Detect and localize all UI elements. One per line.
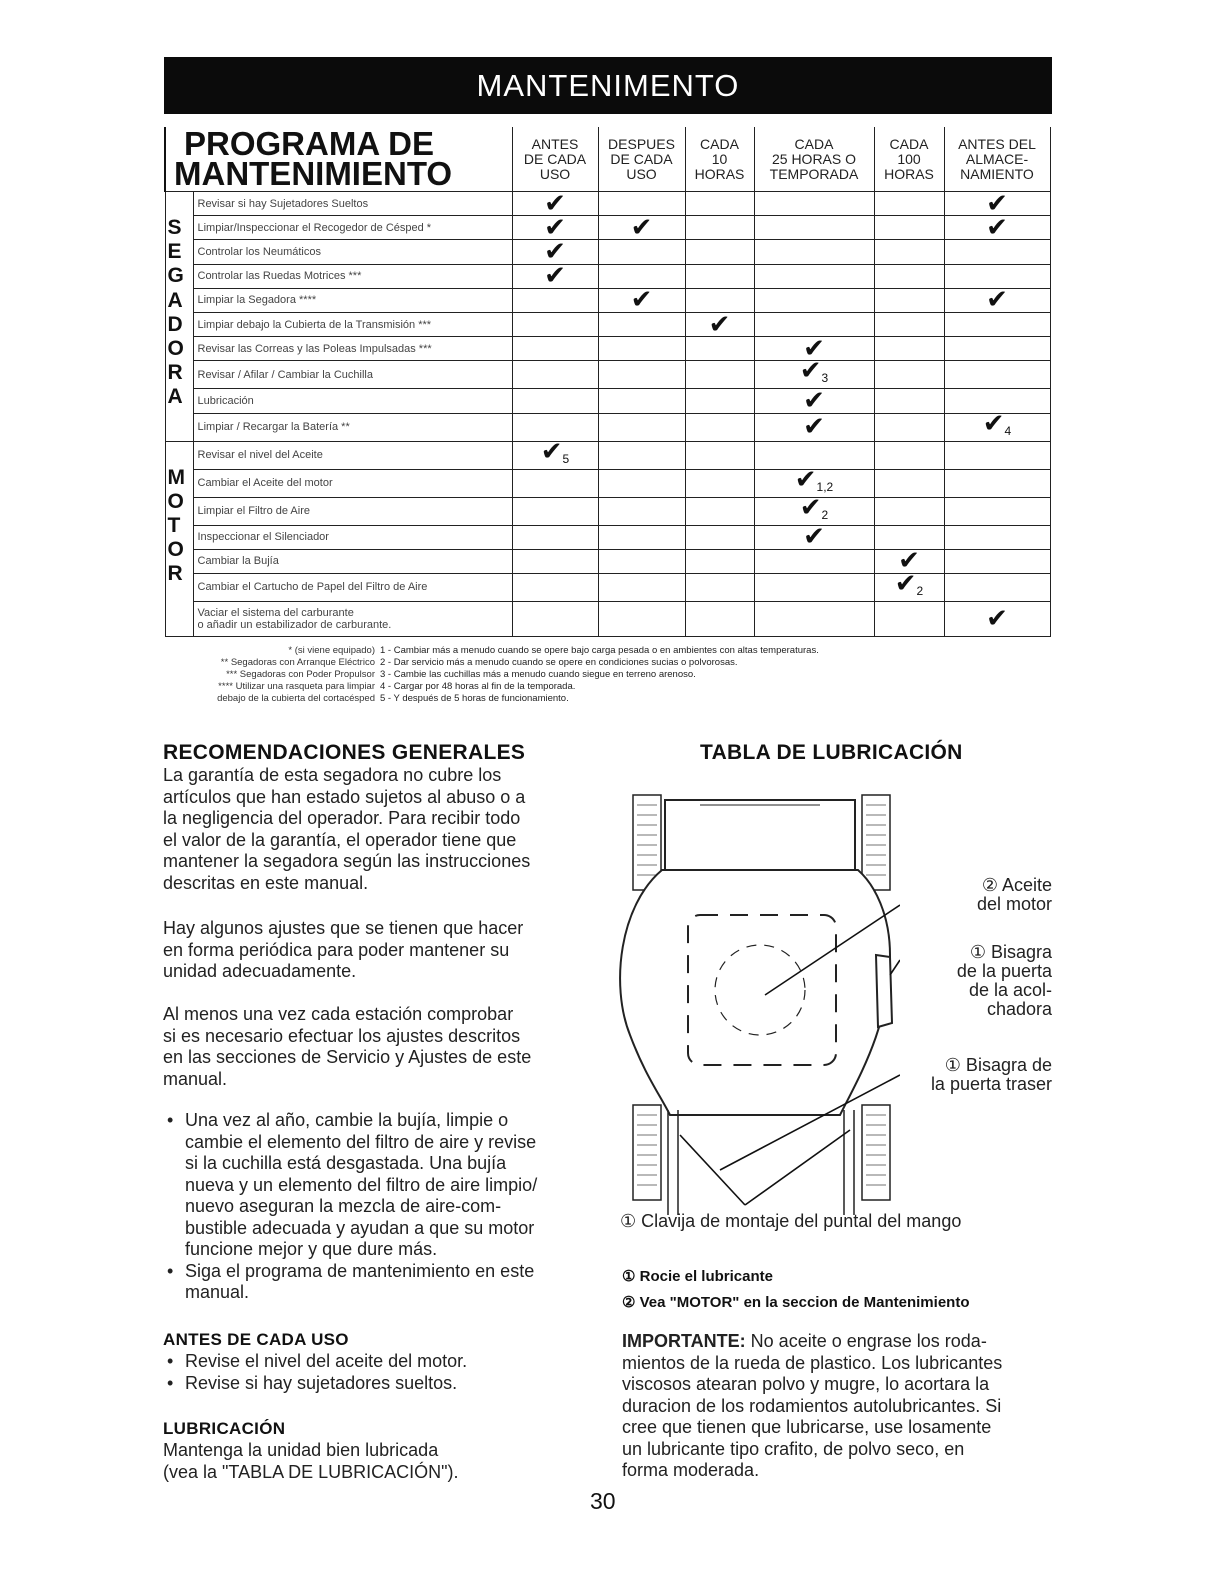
- bullet-item: • Revise si hay sujetadores sueltos.: [163, 1373, 467, 1395]
- check-cell: [874, 192, 944, 216]
- check-cell: [598, 549, 685, 573]
- check-cell: [598, 573, 685, 601]
- footnote-right: 2 - Dar servicio más a menudo cuando se opere en condiciones sucias o polvorosas.: [380, 657, 738, 668]
- task-label: Vaciar el sistema del carburante o añadir un estabilizador de carburante.: [193, 601, 512, 636]
- schedule-title-line2: MANTENIMIENTO: [174, 155, 453, 192]
- motor-side-label: M O T O R: [165, 441, 193, 636]
- page-banner: MANTENIMENTO: [164, 57, 1052, 114]
- schedule-row: [165, 573, 1050, 601]
- recomendaciones-p3: Al menos una vez cada estación comprobar si es necesario efectuar los ajustes descritos en las secciones de Servicio y Ajustes de este manual.: [163, 1004, 532, 1089]
- footnote-left: *** Segadoras con Poder Propulsor: [226, 669, 375, 680]
- check-cell: [944, 549, 1050, 573]
- task-label: Limpiar/Inspeccionar el Recogedor de Césped *: [193, 216, 512, 240]
- check-cell: [944, 408, 1050, 441]
- check-cell: [512, 497, 598, 525]
- check-cell: [944, 469, 1050, 497]
- task-label: Revisar si hay Sujetadores Sueltos: [193, 192, 512, 216]
- check-cell: [685, 309, 754, 340]
- schedule-row: [165, 312, 1050, 336]
- check-cell: [685, 601, 754, 636]
- check-cell: [944, 525, 1050, 549]
- column-header: CADA 25 HORAS O TEMPORADA: [754, 127, 874, 192]
- check-cell: [754, 216, 874, 240]
- importante-label: IMPORTANTE:: [622, 1331, 746, 1351]
- check-cell: [598, 601, 685, 636]
- handle-strut-left: [668, 1110, 678, 1215]
- check-cell: [754, 413, 874, 441]
- check-cell: [598, 441, 685, 469]
- check-cell: [512, 436, 598, 469]
- check-cell: [874, 312, 944, 336]
- check-cell: [944, 212, 1050, 243]
- check-cell: [598, 361, 685, 389]
- antes-uso-list: [163, 1351, 467, 1394]
- check-icon: ✔: [799, 492, 822, 523]
- check-cell: [598, 469, 685, 497]
- schedule-title-line1: PROGRAMA DE: [184, 125, 434, 162]
- check-note-ref: 4: [1004, 423, 1012, 438]
- front-wheel-left: [633, 1105, 661, 1200]
- tabla-heading: TABLA DE LUBRICACIÓN: [700, 741, 963, 764]
- task-label: Inspeccionar el Silenciador: [193, 525, 512, 549]
- check-icon: ✔: [544, 261, 566, 292]
- check-icon: ✔: [803, 385, 825, 416]
- handle-strut-right: [844, 1110, 854, 1215]
- footnote-left: **** Utilizar una rasqueta para limpiar: [218, 681, 375, 692]
- check-cell: [944, 337, 1050, 361]
- check-icon: ✔: [630, 212, 653, 243]
- legend-motor: ② Vea "MOTOR" en la seccion de Mantenimiento: [622, 1294, 970, 1311]
- schedule-title: [165, 127, 512, 192]
- check-cell: [685, 573, 754, 601]
- check-cell: [874, 469, 944, 497]
- check-icon: ✔: [544, 188, 566, 219]
- schedule-row: [165, 549, 1050, 573]
- check-cell: [874, 497, 944, 525]
- label-aceite-motor: ② Aceite del motor: [976, 875, 1052, 914]
- check-cell: [512, 601, 598, 636]
- check-cell: [685, 240, 754, 264]
- task-label: Limpiar la Segadora ****: [193, 288, 512, 312]
- task-label: Limpiar el Filtro de Aire: [193, 497, 512, 525]
- check-icon: ✔: [982, 408, 1005, 439]
- check-cell: [874, 601, 944, 636]
- schedule-row: [165, 288, 1050, 312]
- check-cell: [944, 312, 1050, 336]
- schedule-row: [165, 361, 1050, 389]
- check-cell: [685, 361, 754, 389]
- check-cell: [874, 288, 944, 312]
- task-label: Revisar / Afilar / Cambiar la Cuchilla: [193, 361, 512, 389]
- check-cell: [685, 337, 754, 361]
- grass-bag: [665, 800, 855, 870]
- check-cell: [512, 337, 598, 361]
- task-label: Controlar las Ruedas Motrices ***: [193, 264, 512, 288]
- rear-wheel-right: [862, 795, 890, 890]
- footnote-right: 3 - Cambie las cuchillas más a menudo cuando siegue en terreno arenoso.: [380, 669, 696, 680]
- page-number: 30: [590, 1488, 616, 1514]
- check-cell: [512, 312, 598, 336]
- label-bisagra-trasera: ① Bisagra de la puerta traser: [930, 1055, 1052, 1094]
- schedule-row: [165, 240, 1050, 264]
- check-cell: [512, 389, 598, 413]
- schedule-row: [165, 389, 1050, 413]
- column-header: ANTES DE CADA USO: [512, 127, 598, 192]
- check-cell: [685, 413, 754, 441]
- task-label: Limpiar / Recargar la Batería **: [193, 413, 512, 441]
- check-cell: [685, 192, 754, 216]
- check-cell: [598, 285, 685, 316]
- schedule-row: [165, 497, 1050, 525]
- discharge-door: [876, 955, 892, 1027]
- schedule-row: [165, 192, 1050, 216]
- check-cell: [685, 264, 754, 288]
- footnote-right: 1 - Cambiar más a menudo cuando se opere bajo carga pesada o en ambientes con altas temperaturas.: [380, 645, 819, 656]
- check-note-ref: 3: [821, 371, 829, 386]
- check-icon: ✔: [986, 603, 1008, 634]
- label-clavija: ① Clavija de montaje del puntal del mango: [620, 1211, 962, 1231]
- check-cell: [944, 441, 1050, 469]
- check-cell: [874, 216, 944, 240]
- check-icon: ✔: [803, 522, 825, 553]
- bullet-item: • Siga el programa de mantenimiento en este manual.: [163, 1261, 583, 1304]
- task-label: Controlar los Neumáticos: [193, 240, 512, 264]
- check-cell: [512, 549, 598, 573]
- check-cell: [874, 361, 944, 389]
- check-cell: [874, 389, 944, 413]
- check-icon: ✔: [544, 212, 566, 243]
- check-cell: [512, 469, 598, 497]
- check-cell: [754, 385, 874, 416]
- check-cell: [598, 312, 685, 336]
- check-icon: ✔: [630, 285, 653, 316]
- check-cell: [754, 522, 874, 553]
- column-header: DESPUES DE CADA USO: [598, 127, 685, 192]
- check-icon: ✔: [898, 546, 920, 577]
- check-cell: [512, 261, 598, 292]
- check-icon: ✔: [986, 285, 1008, 316]
- column-header: CADA 10 HORAS: [685, 127, 754, 192]
- check-cell: [754, 240, 874, 264]
- task-label: Revisar el nivel del Aceite: [193, 441, 512, 469]
- schedule-row: [165, 469, 1050, 497]
- check-cell: [598, 497, 685, 525]
- segadora-side-label: S E G A D O R A: [165, 192, 193, 442]
- column-header: ANTES DEL ALMACE- NAMIENTO: [944, 127, 1050, 192]
- footnote-left: ** Segadoras con Arranque Eléctrico: [220, 657, 375, 668]
- mower-deck: [620, 870, 890, 1115]
- lubricacion-text: Mantenga la unidad bien lubricada (vea la "TABLA DE LUBRICACIÓN").: [163, 1440, 459, 1482]
- check-cell: [874, 413, 944, 441]
- task-label: Limpiar debajo la Cubierta de la Transmisión ***: [193, 312, 512, 336]
- check-cell: [598, 413, 685, 441]
- check-cell: [754, 356, 874, 389]
- check-cell: [944, 285, 1050, 316]
- schedule-row: [165, 441, 1050, 469]
- task-label: Lubricación: [193, 389, 512, 413]
- recomendaciones-bullets: [163, 1110, 583, 1304]
- check-cell: [685, 389, 754, 413]
- check-note-ref: 2: [821, 507, 829, 522]
- maintenance-schedule-table: [164, 127, 1051, 637]
- check-cell: [685, 441, 754, 469]
- check-icon: ✔: [708, 309, 731, 340]
- check-cell: [944, 240, 1050, 264]
- task-label: Cambiar la Bujía: [193, 549, 512, 573]
- check-note-ref: 2: [916, 583, 924, 598]
- check-note-ref: 5: [562, 451, 570, 466]
- check-cell: [685, 216, 754, 240]
- front-wheel-right: [862, 1105, 890, 1200]
- check-cell: [874, 240, 944, 264]
- check-cell: [754, 601, 874, 636]
- check-cell: [944, 601, 1050, 636]
- check-cell: [598, 212, 685, 243]
- task-label: Revisar las Correas y las Poleas Impulsadas ***: [193, 337, 512, 361]
- check-cell: [754, 192, 874, 216]
- lubricacion-heading: LUBRICACIÓN: [163, 1419, 286, 1438]
- footnote-right: 4 - Cargar por 48 horas al fin de la temporada.: [380, 681, 576, 692]
- footnote-right: 5 - Y después de 5 horas de funcionamiento.: [380, 693, 569, 704]
- antes-uso-heading: ANTES DE CADA USO: [163, 1330, 349, 1349]
- check-cell: [512, 573, 598, 601]
- check-cell: [874, 264, 944, 288]
- check-cell: [685, 525, 754, 549]
- footnote-left: * (si viene equipado): [288, 645, 375, 656]
- footnote-left: debajo de la cubierta del cortacésped: [217, 693, 375, 704]
- check-cell: [874, 568, 944, 601]
- lubrication-diagram: [600, 775, 900, 1215]
- check-icon: ✔: [544, 236, 566, 267]
- check-cell: [598, 525, 685, 549]
- bullet-item: • Revise el nivel del aceite del motor.: [163, 1351, 467, 1373]
- check-cell: [944, 497, 1050, 525]
- check-icon: ✔: [986, 188, 1008, 219]
- check-cell: [944, 573, 1050, 601]
- check-cell: [598, 337, 685, 361]
- check-cell: [512, 525, 598, 549]
- column-header: CADA 100 HORAS: [874, 127, 944, 192]
- bullet-item: • Una vez al año, cambie la bujía, limpie o cambie el elemento del filtro de aire y revise si la cuchilla está desgastada. Una bujía nueva y un elemento del filtro de aire limpio/ nuevo aseguran la mezcla de aire-com- bustible adecuada y ayudan a que su motor funcione mejor y que dure más.: [163, 1110, 583, 1261]
- schedule-row: [165, 601, 1050, 636]
- check-cell: [944, 361, 1050, 389]
- check-cell: [754, 492, 874, 525]
- check-cell: [685, 497, 754, 525]
- recomendaciones-p2: Hay algunos ajustes que se tienen que hacer en forma periódica para poder mantener su unidad adecuadamente.: [163, 918, 524, 981]
- check-cell: [754, 549, 874, 573]
- check-icon: ✔: [894, 568, 917, 599]
- importante-paragraph: IMPORTANTE: No aceite o engrase los roda- mientos de la rueda de plastico. Los lubricantes viscosos atearan polvo y mugre, lo acortara la duracion de los rodamientos autolubricantes. Si cree que tienen que lubricarse, use losamente un lubricante tipo crafito, de polvo seco, en forma moderada.: [622, 1331, 1003, 1480]
- check-icon: ✔: [799, 356, 822, 387]
- recomendaciones-heading: RECOMENDACIONES GENERALES: [163, 741, 526, 764]
- check-note-ref: 1,2: [816, 479, 834, 494]
- check-cell: [754, 573, 874, 601]
- check-cell: [874, 337, 944, 361]
- check-cell: [512, 361, 598, 389]
- recomendaciones-p1: La garantía de esta segadora no cubre los artículos que han estado sujetos al abuso o a la negligencia del operador. Para recibir todo el valor de la garantía, el operador tiene que mantener la segadora según las instrucciones descritas en este manual.: [163, 765, 531, 893]
- check-icon: ✔: [540, 436, 563, 467]
- schedule-row: [165, 337, 1050, 361]
- schedule-row: [165, 264, 1050, 288]
- schedule-row: [165, 216, 1050, 240]
- check-cell: [685, 469, 754, 497]
- check-cell: [598, 389, 685, 413]
- check-cell: [598, 240, 685, 264]
- schedule-row: [165, 413, 1050, 441]
- label-bisagra-acolchadora: ① Bisagra de la puerta de la acol- chadora: [956, 942, 1052, 1019]
- check-icon: ✔: [803, 412, 825, 442]
- check-icon: ✔: [794, 464, 817, 495]
- check-cell: [754, 288, 874, 312]
- check-icon: ✔: [803, 333, 825, 364]
- task-label: Cambiar el Cartucho de Papel del Filtro de Aire: [193, 573, 512, 601]
- check-cell: [874, 441, 944, 469]
- check-cell: [754, 264, 874, 288]
- task-label: Cambiar el Aceite del motor: [193, 469, 512, 497]
- check-icon: ✔: [986, 212, 1008, 243]
- legend-rocie: ① Rocie el lubricante: [622, 1268, 773, 1285]
- check-cell: [685, 549, 754, 573]
- check-cell: [512, 288, 598, 312]
